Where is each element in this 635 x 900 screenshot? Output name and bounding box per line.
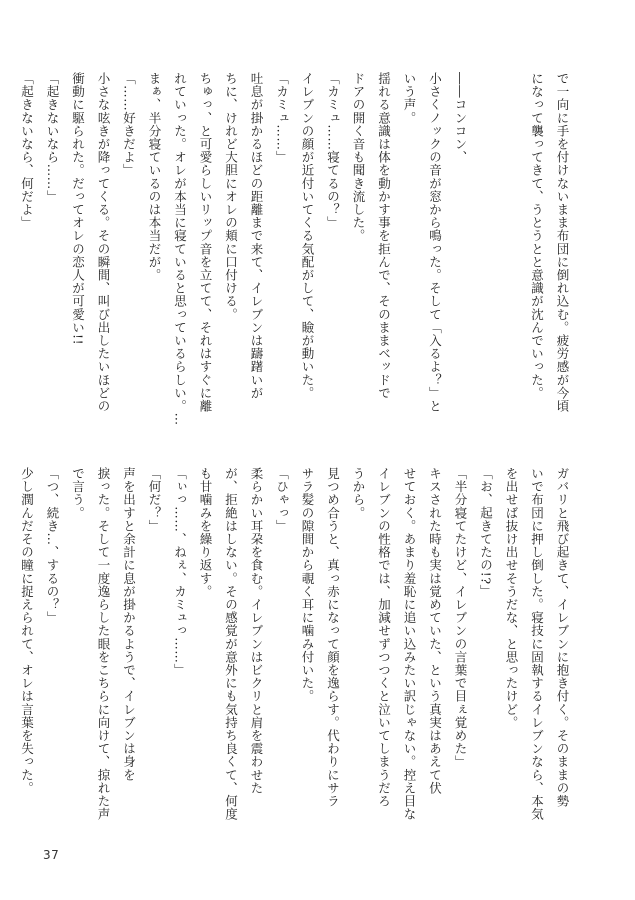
text-line: 見つめ合うと、真っ赤になって顔を逸らす。代わりにサラ <box>325 467 341 808</box>
upper-text-block <box>14 72 575 442</box>
text-line: 「起きないなら……」 <box>45 72 60 203</box>
text-line: いで布団に押し倒した。寝技に固執するイレブンなら、本気 <box>529 467 545 821</box>
text-line: を出せば抜け出せそうだな、と思ったけど。 <box>504 467 519 729</box>
text-line: 吐息が掛かるほどの距離まで来て、イレブンは躊躇いが <box>249 72 264 400</box>
text-line: ――コンコン、 <box>453 72 468 164</box>
text-line: 「ひゃっ」 <box>274 467 290 533</box>
text-line: で一向に手を付けないまま布団に倒れ込む。疲労感が今頃 <box>555 72 570 413</box>
page-number: 37 <box>43 848 60 862</box>
text-line: 「……好きだよ」 <box>121 72 137 177</box>
text-line: 「半分寝てたけど、イレブンの言葉で目ぇ覚めた」 <box>453 467 468 769</box>
text-line: 「つ、続き…、するの？」 <box>45 467 60 625</box>
text-line: 小さな呟きが降ってくる。その瞬間、叫び出したいほどの <box>96 72 111 413</box>
text-line: ドアの開く音も聞き流した。 <box>351 72 366 243</box>
text-line: 小さくノックの音が窓から鳴った。そして「入るよ？」と <box>427 72 443 413</box>
text-line: イレブンの顔が近付いてくる気配がして、瞼が動いた。 <box>300 72 315 400</box>
text-line: 「ぃっ……、ねぇ、カミュっ……」 <box>172 467 188 677</box>
lower-text-block <box>14 467 575 837</box>
text-line: イレブンの性格では、加減せずつつくと泣いてしまうだろ <box>376 467 392 808</box>
text-line: 声を出すと余計に息が掛かるようで、イレブンは身を <box>121 467 137 782</box>
text-line: 衝動に駆られた。だってオレの恋人が可愛い!! <box>70 72 86 346</box>
text-line <box>499 72 525 442</box>
text-line: 「お、起きてたの!?」 <box>478 467 494 598</box>
text-line: 「カミュ……寝てるの？」 <box>325 72 341 230</box>
text-line: ちに、けれど大胆にオレの頬に口付ける。 <box>223 72 239 321</box>
text-line: 柔らかい耳朶を食む。イレブンはビクリと肩を震わせた <box>249 467 264 795</box>
text-line: も甘噛みを繰り返す。 <box>198 467 213 598</box>
text-line <box>473 72 499 442</box>
text-line: ガバリと飛び起きて、イレブンに抱き付く。そのままの勢 <box>555 467 570 808</box>
text-line: いう声。 <box>402 72 417 125</box>
text-line: れていった。オレが本当に寝ていると思っているらしい。… <box>172 72 188 426</box>
text-line: キスされた時も実は覚めていた、という真実はあえて伏 <box>427 467 443 795</box>
text-line: うから。 <box>351 467 366 520</box>
text-line: 「カミュ……」 <box>274 72 290 164</box>
text-line: 「起きないなら、何だよ」 <box>19 72 35 230</box>
text-line: まぁ、半分寝ているのは本当だが。 <box>147 72 162 282</box>
text-line: で言う。 <box>70 467 86 520</box>
text-line: せておく。あまり羞恥に追い込みたい訳じゃない。控え目な <box>402 467 417 821</box>
text-line: が、拒絶はしない。その感覚が意外にも気持ち良くて、何度 <box>223 467 239 821</box>
text-line: 「何だ？」 <box>147 467 162 533</box>
text-line: 少し潤んだその瞳に捉えられて、オレは言葉を失った。 <box>19 467 35 795</box>
text-line: 揺れる意識は体を動かす事を拒んで、そのままベッドで <box>376 72 392 400</box>
text-line: ちゅっ、と可愛らしいリップ音を立てて、それはすぐに離 <box>198 72 213 413</box>
text-line: サラ髪の隙間から覗く耳に噛み付いた。 <box>300 467 315 703</box>
text-line: になって襲ってきて、うとうとと意識が沈んでいった。 <box>529 72 545 400</box>
text-line: 捩った。そして一度逸らした眼をこちらに向けて、掠れた声 <box>96 467 111 821</box>
